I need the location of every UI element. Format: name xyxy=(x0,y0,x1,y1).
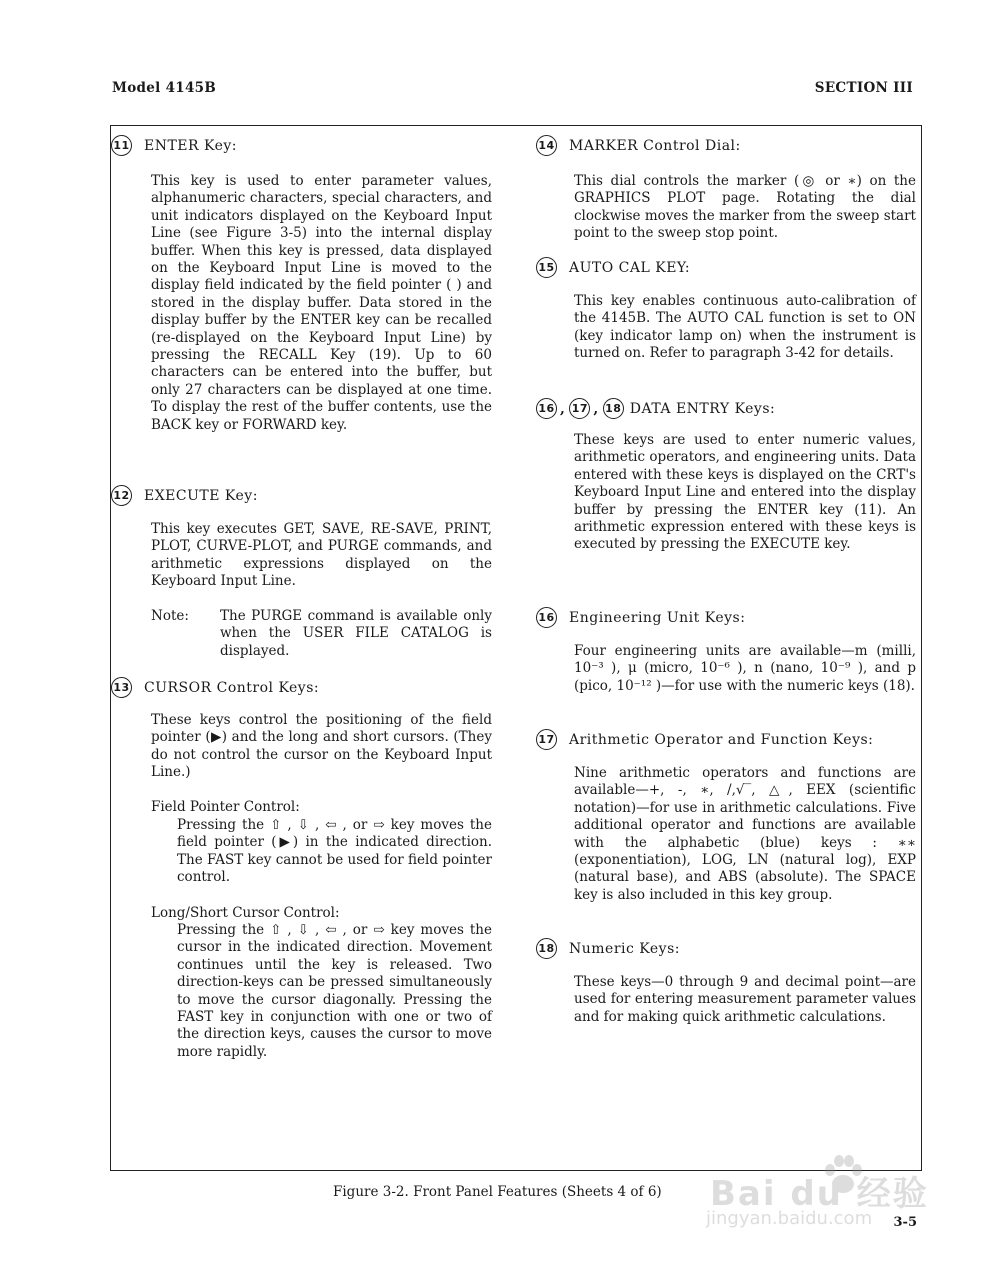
callout-number: 13 xyxy=(111,677,132,698)
section-17-body: Nine arithmetic operators and functions are available—+, -, ∗, /,√‾, △, EEX (scientific notation)—for use in arithmetic calculations. Five additional operator and functions are available with the alphabetic (blue) keys : ∗∗ (exponentiation), LOG, LN (natural log), EXP (natural base), and ABS (absolute). The SPACE key is also included in this key group. xyxy=(574,765,916,903)
section-16-18-body: These keys are used to enter numeric values, arithmetic operators, and engineering units. Data entered with these keys is displayed on the CRT's Keyboard Input Line and entered into the display buffer by pressing the ENTER key (11). An arithmetic expression entered with these keys is executed by pressing the EXECUTE key. xyxy=(574,432,916,553)
field-pointer-body: Pressing the ⇧ , ⇩ , ⇦ , or ⇨ key moves the field pointer (▶) in the indicated direction. The FAST key cannot be used for field pointer control. xyxy=(177,817,492,886)
watermark-logo: Bai du 经验 xyxy=(710,1174,929,1214)
section-12-body: This key executes GET, SAVE, RE-SAVE, PRINT, PLOT, CURVE-PLOT, and PURGE commands, and arithmetic expressions displayed on the Keyboard Input Line. xyxy=(151,521,492,590)
cursor-control-body: Pressing the ⇧ , ⇩ , ⇦ , or ⇨ key moves the cursor in the indicated direction. Movement continues until the key is released. Two direction-keys can be pressed simultaneously to move the cursor diagonally. Pressing the FAST key in conjunction with one or two of the direction keys, causes the cursor to move more rapidly. xyxy=(177,922,492,1060)
section-title-text: Engineering Unit Keys: xyxy=(569,609,746,626)
section-title-text: MARKER Control Dial: xyxy=(569,137,741,154)
watermark-site: jingyan.baidu.com xyxy=(706,1208,873,1229)
section-title-text: CURSOR Control Keys: xyxy=(144,679,320,696)
section-18-title xyxy=(536,938,680,959)
callout-number: 12 xyxy=(111,485,132,506)
header-section: SECTION III xyxy=(814,80,913,96)
section-12-title xyxy=(111,485,258,506)
section-13-title xyxy=(111,677,319,698)
section-title-text: ENTER Key: xyxy=(144,137,238,154)
note-label: Note: xyxy=(151,608,189,624)
section-15-body: This key enables continuous auto-calibration of the 4145B. The AUTO CAL function is set to ON (key indicator lamp on) when the instrument is turned on. Refer to paragraph 3-42 for details. xyxy=(574,293,916,362)
note-text: The PURGE command is available only when the USER FILE CATALOG is displayed. xyxy=(220,608,492,659)
section-title-text: Numeric Keys: xyxy=(569,940,680,957)
callout-number: 16 xyxy=(536,398,557,419)
callout-number: 16 xyxy=(536,607,557,628)
section-title-text: Arithmetic Operator and Function Keys: xyxy=(569,731,874,748)
callout-number: 18 xyxy=(536,938,557,959)
section-title-text: AUTO CAL KEY: xyxy=(569,259,691,276)
page-number: 3-5 xyxy=(893,1215,917,1230)
section-title-text: DATA ENTRY Keys: xyxy=(629,400,776,417)
watermark xyxy=(700,1150,940,1240)
callout-number: 15 xyxy=(536,257,557,278)
figure-caption: Figure 3-2. Front Panel Features (Sheets 4 of 6) xyxy=(333,1184,662,1200)
callout-number: 11 xyxy=(111,135,132,156)
callout-number: 17 xyxy=(569,398,590,419)
section-13-body: These keys control the positioning of the field pointer (▶) and the long and short cursors. (They do not control the cursor on the Keyboard Input Line.) xyxy=(151,712,492,781)
callout-number: 14 xyxy=(536,135,557,156)
section-title-text: EXECUTE Key: xyxy=(144,487,258,504)
section-11-title xyxy=(111,135,237,156)
field-pointer-title: Field Pointer Control: xyxy=(151,799,300,815)
header-model: Model 4145B xyxy=(112,80,217,96)
section-17-title xyxy=(536,729,873,750)
section-16-title xyxy=(536,607,745,628)
callout-number: 17 xyxy=(536,729,557,750)
paw-icon xyxy=(818,1150,868,1200)
callout-number: 18 xyxy=(603,398,624,419)
section-14-title xyxy=(536,135,741,156)
cursor-control-title: Long/Short Cursor Control: xyxy=(151,905,340,921)
section-11-body: This key is used to enter parameter values, alphanumeric characters, special characters, and unit indicators displayed on the Keyboard Input Line (see Figure 3-5) into the internal display buffer. When this key is pressed, data displayed on the Keyboard Input Line is moved to the display field indicated by the field pointer ( ) and stored in the display buffer. Data stored in the display buffer by the ENTER key can be recalled (re-displayed on the Keyboard Input Line) by pressing the RECALL Key (19). Up to 60 characters can be entered into the buffer, but only 27 characters can be displayed at one time. To display the rest of the buffer contents, use the BACK key or FORWARD key. xyxy=(151,173,492,433)
section-16-body: Four engineering units are available—m (milli, 10⁻³ ), μ (micro, 10⁻⁶ ), n (nano, 10⁻⁹ ), and p (pico, 10⁻¹² )—for use with the numeric keys (18). xyxy=(574,643,916,694)
section-15-title xyxy=(536,257,690,278)
figure-frame xyxy=(110,125,922,1171)
section-18-body: These keys—0 through 9 and decimal point—are used for entering measurement parameter values and for making quick arithmetic calculations. xyxy=(574,974,916,1025)
section-16-18-title: 16 , 17 , 18 DATA ENTRY Keys: xyxy=(536,398,775,419)
section-14-body: This dial controls the marker (◎ or ∗) on the GRAPHICS PLOT page. Rotating the dial clockwise moves the marker from the sweep start point to the sweep stop point. xyxy=(574,173,916,242)
